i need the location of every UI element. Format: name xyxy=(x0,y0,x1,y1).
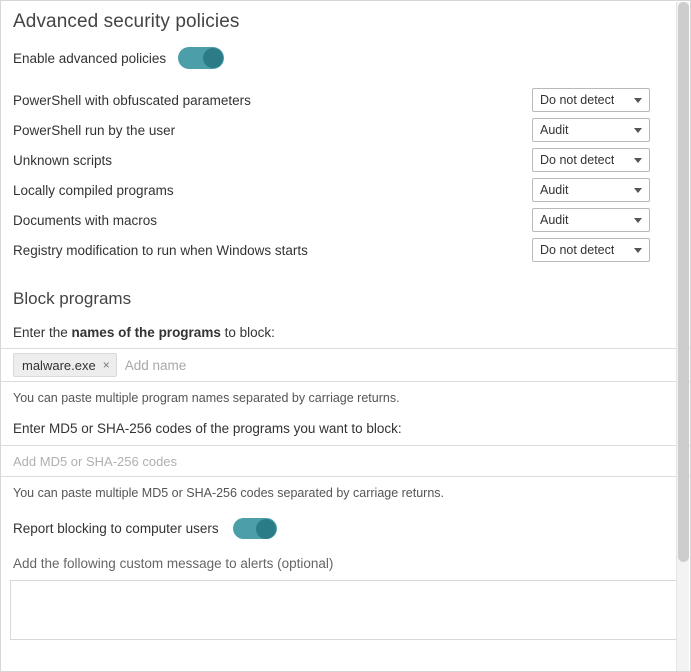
hash-codes-input[interactable] xyxy=(1,445,690,477)
policy-row xyxy=(1,145,690,175)
policy-list xyxy=(1,85,690,265)
scrollbar-thumb[interactable] xyxy=(678,2,689,562)
policy-label: Unknown scripts xyxy=(13,152,113,168)
policy-label: PowerShell run by the user xyxy=(13,122,176,138)
program-names-label-prefix: Enter the xyxy=(13,325,72,340)
policy-action-select[interactable] xyxy=(532,118,650,142)
policy-action-value: Do not detect xyxy=(540,93,615,107)
policy-label: Registry modification to run when Windows starts xyxy=(13,242,308,258)
enable-advanced-policies-label: Enable advanced policies xyxy=(13,50,167,66)
policy-row xyxy=(1,85,690,115)
policy-action-select[interactable] xyxy=(532,178,650,202)
program-names-hint: You can paste multiple program names separated by carriage returns. xyxy=(13,391,400,405)
chevron-down-icon xyxy=(634,248,642,253)
policy-action-value: Do not detect xyxy=(540,153,615,167)
custom-message-label: Add the following custom message to alerts (optional) xyxy=(13,556,334,571)
page-title: Advanced security policies xyxy=(13,11,240,32)
chevron-down-icon xyxy=(634,188,642,193)
toggle-knob xyxy=(203,48,223,68)
program-names-label-suffix: to block: xyxy=(220,325,275,340)
policy-action-select[interactable] xyxy=(532,148,650,172)
policy-action-select[interactable] xyxy=(532,88,650,112)
report-blocking-label: Report blocking to computer users xyxy=(13,521,219,536)
close-icon[interactable]: × xyxy=(102,358,110,372)
policy-row xyxy=(1,235,690,265)
program-names-input[interactable] xyxy=(1,348,690,382)
chevron-down-icon xyxy=(634,128,642,133)
policy-action-value: Audit xyxy=(540,213,569,227)
policy-row xyxy=(1,175,690,205)
program-name-tag-label: malware.exe xyxy=(22,357,96,373)
chevron-down-icon xyxy=(634,158,642,163)
policy-label: Locally compiled programs xyxy=(13,182,174,198)
chevron-down-icon xyxy=(634,218,642,223)
toggle-knob xyxy=(256,519,276,539)
policy-row xyxy=(1,205,690,235)
policy-action-select[interactable] xyxy=(532,208,650,232)
policy-action-value: Audit xyxy=(540,183,569,197)
enable-advanced-policies-toggle[interactable] xyxy=(178,47,224,69)
block-programs-title: Block programs xyxy=(13,289,132,308)
hash-codes-label: Enter MD5 or SHA-256 codes of the programs you want to block: xyxy=(13,421,402,436)
policy-action-select[interactable] xyxy=(532,238,650,262)
hash-codes-placeholder: Add MD5 or SHA-256 codes xyxy=(13,453,178,469)
report-blocking-row xyxy=(1,500,690,539)
report-blocking-toggle[interactable] xyxy=(233,518,277,539)
enable-advanced-policies-row xyxy=(1,33,690,69)
hash-codes-hint: You can paste multiple MD5 or SHA-256 codes separated by carriage returns. xyxy=(13,486,445,500)
policy-label: Documents with macros xyxy=(13,212,158,228)
chevron-down-icon xyxy=(634,98,642,103)
program-names-label-bold: names of the programs xyxy=(71,325,221,340)
policy-action-value: Do not detect xyxy=(540,243,615,257)
policy-row xyxy=(1,115,690,145)
policy-action-value: Audit xyxy=(540,123,569,137)
program-names-placeholder: Add name xyxy=(124,357,187,373)
policy-label: PowerShell with obfuscated parameters xyxy=(13,92,251,108)
vertical-scrollbar[interactable] xyxy=(676,2,689,672)
program-name-tag xyxy=(13,353,117,377)
custom-message-textarea[interactable] xyxy=(10,580,681,640)
program-names-label xyxy=(1,309,690,340)
